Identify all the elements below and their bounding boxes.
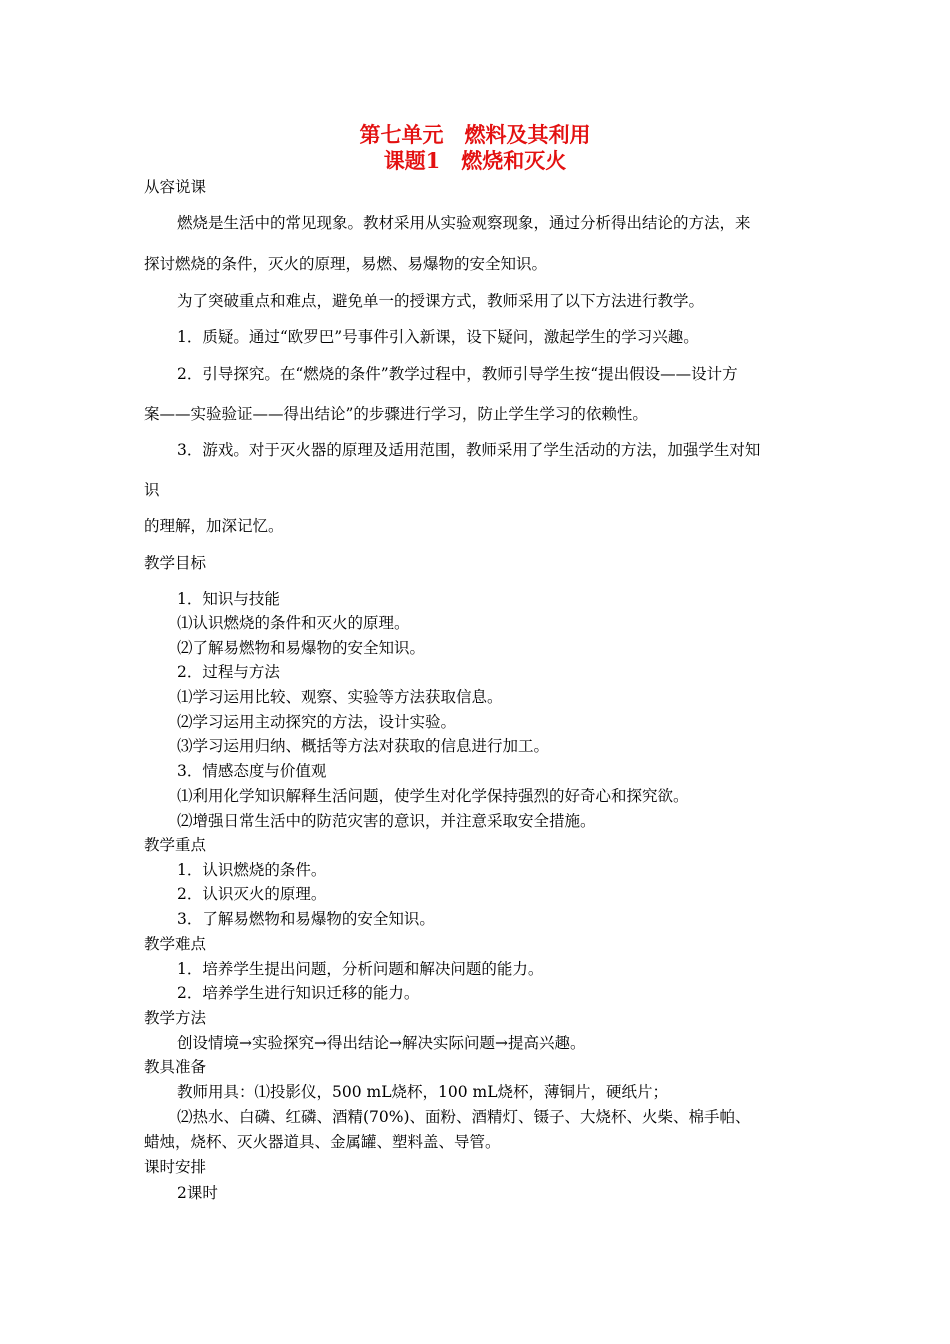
intro-paragraph-2: 为了突破重点和难点，避免单一的授课方式，教师采用了以下方法进行教学。 [177,292,705,310]
materials-line-2: ⑵热水、白磷、红磷、酒精(70%)、面粉、酒精灯、镊子、大烧杯、火柴、棉手帕、 [177,1108,751,1126]
goal-3-item-1: ⑴利用化学知识解释生活问题，使学生对化学保持强烈的好奇心和探究欲。 [177,787,689,805]
difficulty-1: 1．培养学生提出问题，分析问题和解决问题的能力。 [177,960,544,978]
key-point-3: 3．了解易燃物和易爆物的安全知识。 [177,910,435,928]
key-point-1: 1．认识燃烧的条件。 [177,861,327,879]
intro-paragraph-1b: 探讨燃烧的条件，灭火的原理，易燃、易爆物的安全知识。 [144,255,548,273]
lesson-title: 课题1 燃烧和灭火 [383,148,567,173]
goal-2: 2．过程与方法 [177,663,280,681]
intro-method-3b: 识 [144,481,160,499]
key-point-2: 2．认识灭火的原理。 [177,885,327,903]
intro-method-3c: 的理解，加深记忆。 [144,517,284,535]
goal-3-item-2: ⑵增强日常生活中的防范灾害的意识，并注意采取安全措施。 [177,812,596,830]
section-heading-goals: 教学目标 [144,554,207,572]
methods-text: 创设情境→实验探究→得出结论→解决实际问题→提高兴趣。 [177,1034,586,1052]
section-heading-intro: 从容说课 [144,178,207,196]
unit-title: 第七单元 燃料及其利用 [359,122,591,147]
section-heading-schedule: 课时安排 [144,1158,207,1176]
section-heading-materials: 教具准备 [144,1058,207,1076]
section-heading-methods: 教学方法 [144,1009,207,1027]
goal-1: 1．知识与技能 [177,590,280,608]
goal-2-item-3: ⑶学习运用归纳、概括等方法对获取的信息进行加工。 [177,737,550,755]
goal-2-item-1: ⑴学习运用比较、观察、实验等方法获取信息。 [177,688,503,706]
goal-1-item-2: ⑵了解易燃物和易爆物的安全知识。 [177,639,426,657]
section-heading-difficulties: 教学难点 [144,935,207,953]
section-heading-key-points: 教学重点 [144,836,207,854]
goal-3: 3．情感态度与价值观 [177,762,327,780]
goal-1-item-1: ⑴认识燃烧的条件和灭火的原理。 [177,614,410,632]
schedule-text: 2课时 [177,1184,218,1202]
materials-line-1: 教师用具：⑴投影仪，500 mL烧杯，100 mL烧杯，薄铜片，硬纸片； [177,1083,669,1101]
intro-paragraph-1a: 燃烧是生活中的常见现象。教材采用从实验观察现象，通过分析得出结论的方法，来 [177,214,751,232]
materials-line-3: 蜡烛，烧杯、灭火器道具、金属罐、塑料盖、导管。 [144,1133,501,1151]
difficulty-2: 2．培养学生进行知识迁移的能力。 [177,984,420,1002]
goal-2-item-2: ⑵学习运用主动探究的方法，设计实验。 [177,713,457,731]
intro-method-1: 1．质疑。通过“欧罗巴”号事件引入新课，设下疑问，激起学生的学习兴趣。 [177,328,699,346]
intro-method-3a: 3．游戏。对于灭火器的原理及适用范围，教师采用了学生活动的方法，加强学生对知 [177,441,761,459]
intro-method-2a: 2．引导探究。在“燃烧的条件”教学过程中，教师引导学生按“提出假设——设计方 [177,365,738,383]
intro-method-2b: 案——实验验证——得出结论”的步骤进行学习，防止学生学习的依赖性。 [144,405,648,423]
